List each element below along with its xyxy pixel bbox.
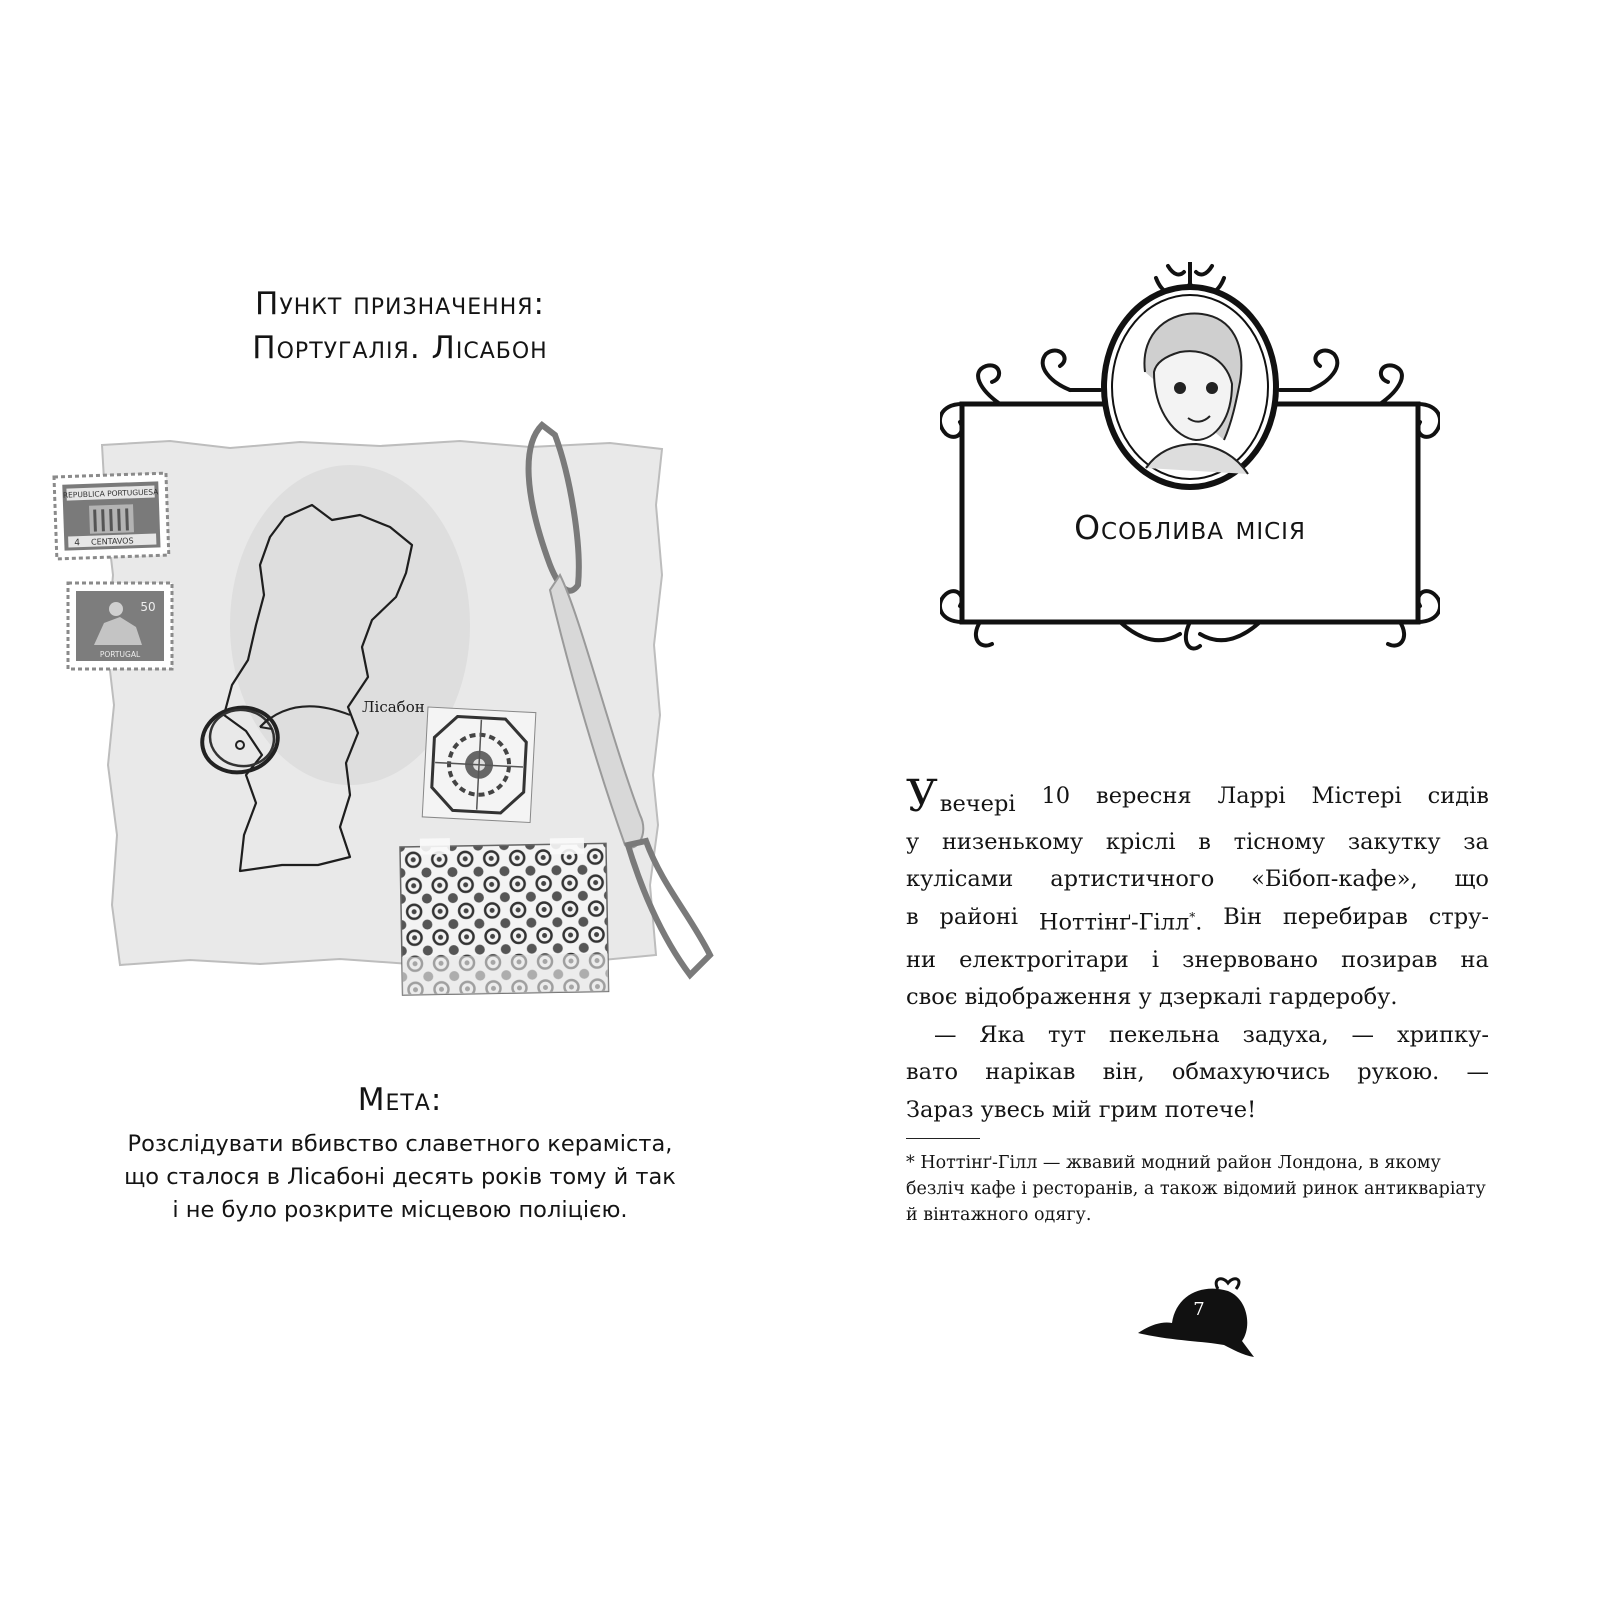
azulejo-tile-pattern	[400, 835, 609, 995]
footnote-term: Ноттінґ-Гілл	[1038, 909, 1190, 935]
text-line: Увечері 10 вересня Ларрі Містері сидів	[906, 771, 1489, 822]
text-line: — Яка тут пекельна задуха, — хрипку-	[934, 1021, 1489, 1048]
stamp-republica-portuguesa	[54, 473, 169, 559]
goal-description	[100, 1128, 700, 1227]
stamp-portugal-knight	[68, 583, 172, 669]
destination-line-2: Португалія. Лісабон	[252, 330, 548, 366]
svg-text:CENTAVOS: CENTAVOS	[90, 536, 134, 547]
goal-line-3: і не було розкрите місцевою поліцією.	[172, 1197, 628, 1223]
chapter-title: Особлива місія	[1074, 508, 1306, 547]
text-line: ни електрогітари і знервовано позирав на	[906, 946, 1489, 973]
chapter-body-text	[906, 771, 1489, 1129]
text-line: Зараз увесь мій грим потече!	[906, 1096, 1257, 1123]
text-line: своє відображення у дзеркалі гардеробу.	[906, 984, 1398, 1010]
text-line: кулісами артистичного «Бібоп-кафе», що	[906, 866, 1489, 892]
drop-cap: У	[906, 771, 938, 822]
footnote-marker: *	[1189, 909, 1196, 924]
goal-line-1: Розслідувати вбивство славетного кераміста,	[127, 1131, 673, 1157]
goal-line-2: що сталося в Лісабоні десять років тому й так	[124, 1164, 676, 1190]
footnote-divider	[906, 1138, 980, 1139]
text-line: вато нарікав він, обмахуючись рукою. —	[906, 1059, 1489, 1085]
lisbon-map-label: Лісабон	[362, 698, 425, 716]
svg-text:50: 50	[140, 600, 156, 614]
destination-line-1: Пункт призначення:	[255, 286, 545, 322]
destination-heading	[150, 282, 650, 370]
chapter-frame-ornament	[940, 262, 1440, 662]
map-collage-illustration	[50, 415, 730, 1015]
goal-heading: Мета:	[357, 1082, 443, 1118]
svg-text:PORTUGAL: PORTUGAL	[99, 650, 141, 659]
detective-hat-icon	[1132, 1275, 1262, 1370]
svg-text:REPUBLICA PORTUGUESA: REPUBLICA PORTUGUESA	[62, 487, 159, 500]
text-line: в районі Ноттінґ-Гілл*. Він перебирав стру-	[906, 903, 1489, 935]
footnote: * Ноттінґ-Гілл — жвавий модний район Лондона, в якому безліч кафе і ресторанів, а також відомий ринок антикваріату й вінтажного одягу.	[906, 1153, 1486, 1225]
page-number: 7	[1193, 1299, 1205, 1320]
svg-text:4: 4	[74, 538, 81, 549]
text-line: у низенькому кріслі в тісному закутку за	[906, 828, 1489, 855]
azulejo-tile-octagon	[422, 707, 536, 823]
